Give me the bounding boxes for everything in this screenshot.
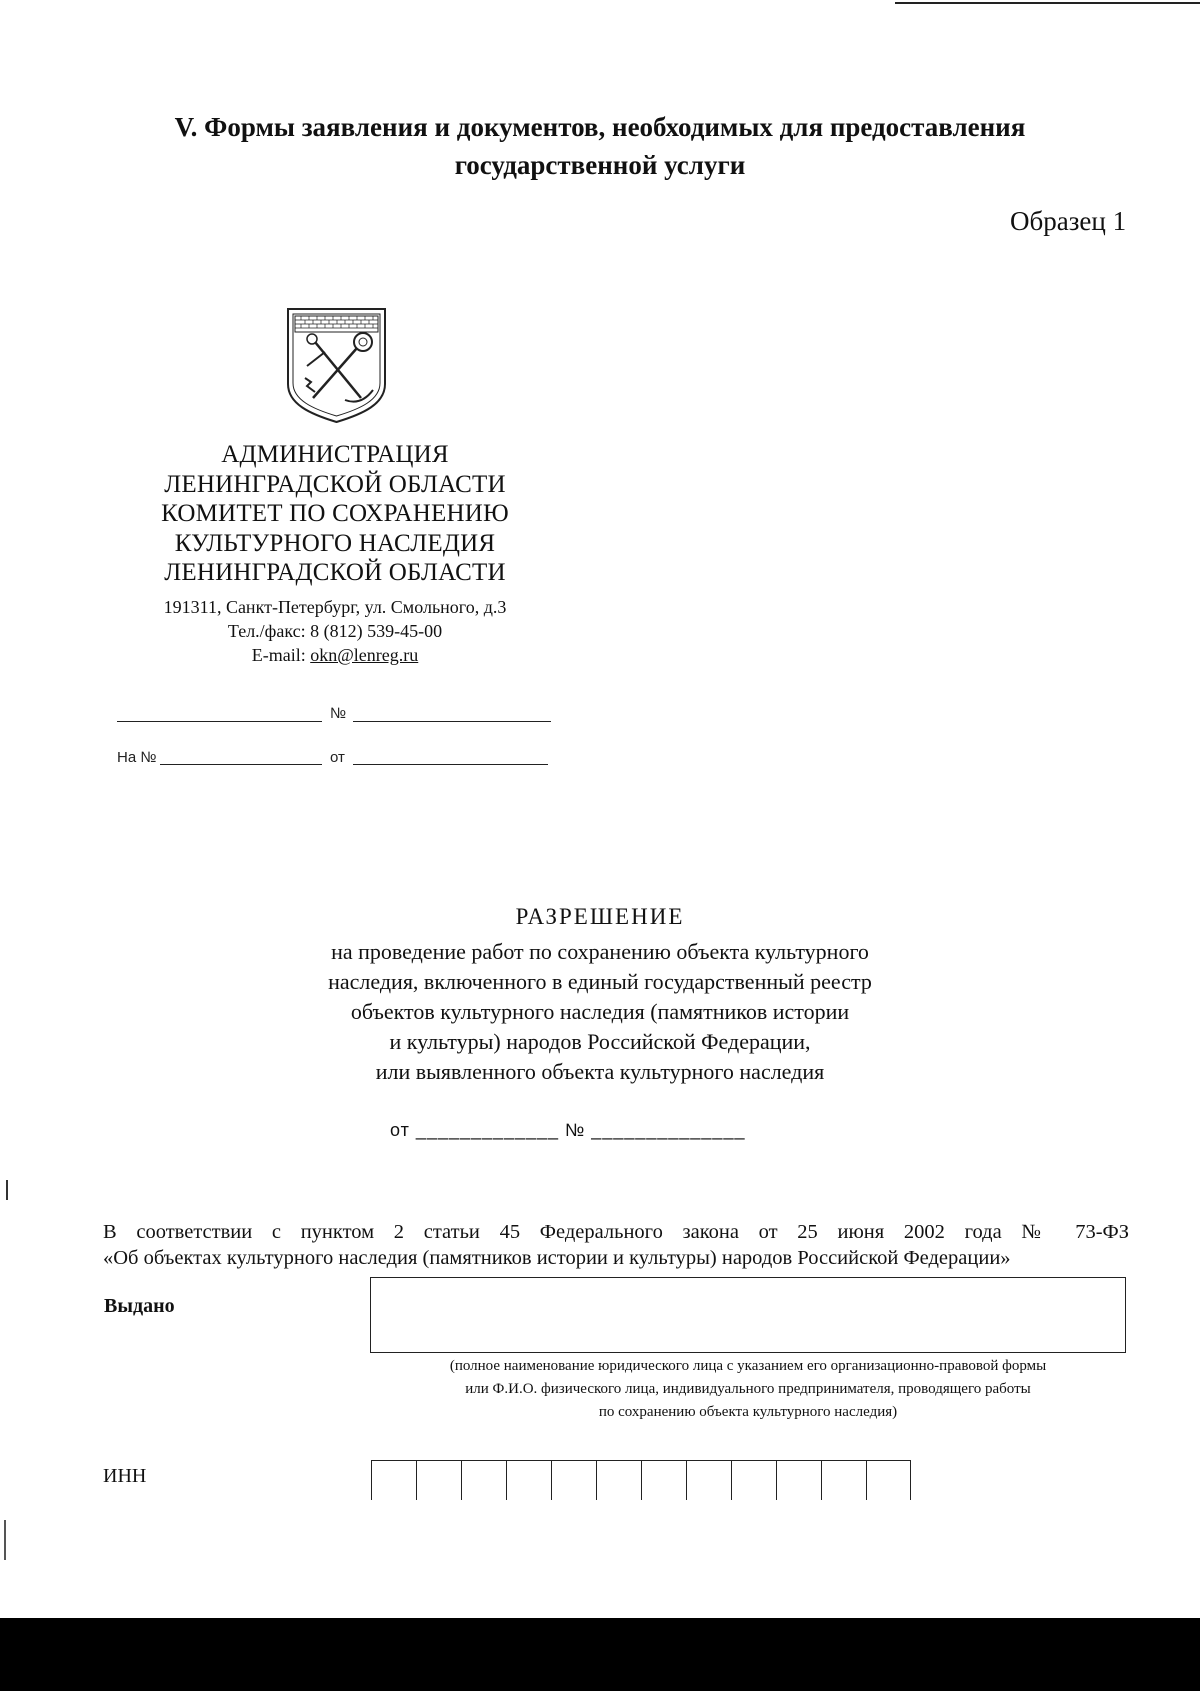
email-link[interactable]: okn@lenreg.ru	[310, 645, 419, 665]
inn-digit-cell[interactable]	[461, 1460, 506, 1500]
org-line: КОМИТЕТ ПО СОХРАНЕНИЮ	[161, 500, 509, 527]
section-heading	[120, 108, 1080, 184]
number-blank-line	[353, 721, 551, 722]
coat-of-arms-icon	[285, 306, 388, 424]
permit-subtitle	[240, 937, 960, 1087]
inn-digit-cell[interactable]	[416, 1460, 461, 1500]
inn-digit-cell[interactable]	[641, 1460, 686, 1500]
legal-basis-line-1: В соответствии с пунктом 2 статьи 45 Федерального закона от 25 июня 2002 года № 73-ФЗ	[103, 1221, 1129, 1243]
from-label: от	[330, 749, 345, 766]
inn-digit-cell[interactable]	[776, 1460, 821, 1500]
permit-line: объектов культурного наследия (памятников истории	[350, 999, 850, 1024]
hint-line: по сохранению объекта культурного наследия)	[598, 1404, 898, 1420]
legal-basis-line-2: «Об объектах культурного наследия (памятников истории и культуры) народов Российской Федерации»	[103, 1247, 1011, 1269]
inn-digit-cell[interactable]	[596, 1460, 641, 1500]
org-line: ЛЕНИНГРАДСКОЙ ОБЛАСТИ	[164, 559, 506, 586]
issued-to-field[interactable]	[370, 1277, 1126, 1353]
inn-digit-cell[interactable]	[686, 1460, 731, 1500]
inn-input-cells[interactable]	[371, 1460, 911, 1500]
postal-address: 191311, Санкт-Петербург, ул. Смольного, д.3	[163, 597, 507, 617]
scan-bottom-border	[0, 1618, 1200, 1691]
issued-field-hint	[370, 1355, 1126, 1424]
issued-label: Выдано	[104, 1295, 175, 1317]
reply-to-label: На №	[117, 749, 157, 766]
org-line: АДМИНИСТРАЦИЯ	[221, 441, 449, 468]
scan-left-mark	[4, 1520, 6, 1560]
inn-digit-cell[interactable]	[551, 1460, 596, 1500]
inn-digit-cell[interactable]	[821, 1460, 866, 1500]
org-line: КУЛЬТУРНОГО НАСЛЕДИЯ	[174, 529, 496, 557]
number-sign: №	[330, 705, 347, 722]
org-line: ЛЕНИНГРАДСКОЙ ОБЛАСТИ	[164, 470, 506, 498]
permit-title: РАЗРЕШЕНИЕ	[515, 904, 685, 929]
permit-line: наследия, включенного в единый государственный реестр	[328, 969, 872, 994]
email-label: E-mail:	[251, 645, 311, 665]
email-line	[110, 643, 560, 667]
date-blank-line	[117, 721, 322, 722]
reply-number-blank-line	[160, 764, 322, 765]
reply-date-blank-line	[353, 764, 548, 765]
sample-label: Образец 1	[1010, 206, 1127, 236]
inn-digit-cell[interactable]	[371, 1460, 416, 1500]
organization-contacts	[110, 595, 560, 667]
inn-digit-cell[interactable]	[731, 1460, 776, 1500]
inn-digit-cell[interactable]	[506, 1460, 551, 1500]
permit-line: на проведение работ по сохранению объекта культурного	[331, 939, 869, 964]
permit-date-number: от _____________ № ______________	[390, 1120, 746, 1140]
hint-line: (полное наименование юридического лица с указанием его организационно-правовой формы	[449, 1358, 1047, 1374]
inn-label: ИНН	[103, 1465, 147, 1487]
heading-line-2: государственной услуги	[454, 150, 746, 180]
scan-left-mark	[6, 1180, 8, 1200]
scan-top-edge	[895, 2, 1200, 4]
phone-fax: Тел./факс: 8 (812) 539-45-00	[227, 621, 443, 641]
permit-line: или выявленного объекта культурного наследия	[375, 1059, 825, 1084]
organization-name	[110, 440, 560, 588]
heading-line-1: V. Формы заявления и документов, необходимых для предоставления	[174, 112, 1026, 142]
permit-line: и культуры) народов Российской Федерации,	[389, 1029, 811, 1054]
hint-line: или Ф.И.О. физического лица, индивидуального предпринимателя, проводящего работы	[465, 1381, 1031, 1397]
inn-digit-cell[interactable]	[866, 1460, 911, 1500]
